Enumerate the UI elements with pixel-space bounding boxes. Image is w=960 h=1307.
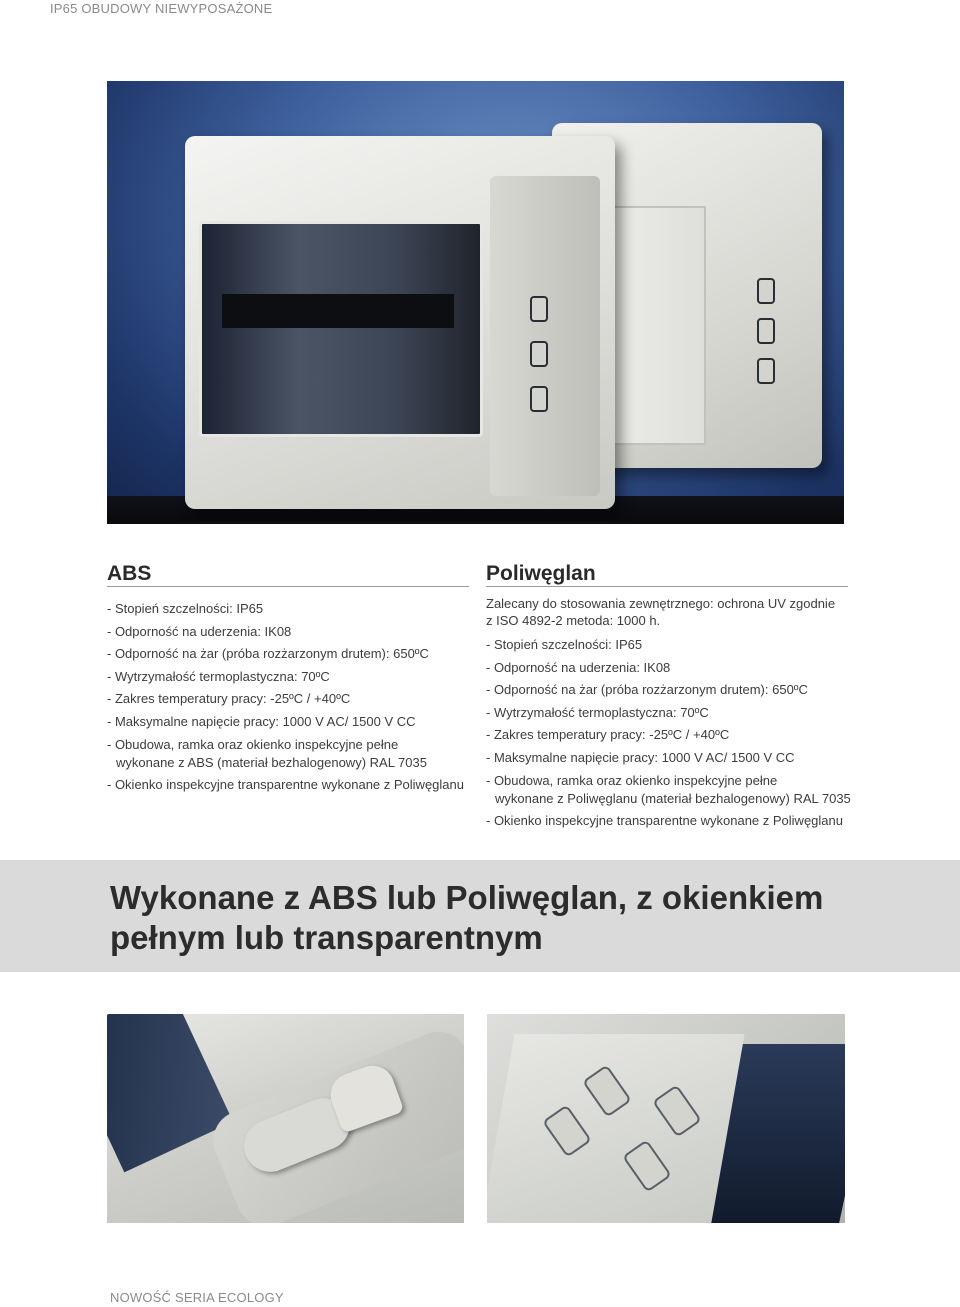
hero-product-photo	[107, 81, 844, 524]
latch-icon	[530, 341, 548, 367]
list-item: - Maksymalne napięcie pracy: 1000 V AC/ 1500 V CC	[107, 713, 416, 729]
list-item-line: wykonane z Poliwęglanu (materiał bezhalogenowy) RAL 7035	[495, 791, 851, 806]
list-item: - Okienko inspekcyjne transparentne wykonane z Poliwęglanu	[107, 777, 464, 792]
list-item-line: - Obudowa, ramka oraz okienko inspekcyjne pełne	[107, 737, 399, 752]
list-item-line: - Obudowa, ramka oraz okienko inspekcyjne pełne	[486, 773, 778, 788]
list-item: - Maksymalne napięcie pracy: 1000 V AC/ 1500 V CC	[486, 749, 795, 765]
poliweglan-intro: Zalecany do stosowania zewnętrznego: ochrona UV zgodnie z ISO 4892-2 metoda: 1000 h.	[486, 596, 836, 628]
list-item: - Stopień szczelności: IP65	[107, 601, 264, 616]
running-header: IP65 OBUDOWY NIEWYPOSAŻONE	[50, 1, 273, 16]
poliweglan-spec-list	[486, 634, 856, 833]
list-item: - Zakres temperatury pracy: -25ºC / +40ºC	[486, 727, 730, 742]
transparent-inspection-window	[199, 221, 483, 437]
latch-icon	[757, 318, 775, 344]
din-rail-slot	[222, 294, 454, 328]
list-item-line: wykonane z ABS (materiał bezhalogenowy) RAL 7035	[116, 755, 427, 770]
detail-photo-latches	[487, 1014, 845, 1223]
list-item: - Okienko inspekcyjne transparentne wykonane z Poliwęglanu	[486, 813, 843, 828]
poliweglan-title: Poliwęglan	[486, 561, 848, 587]
list-item: - Zakres temperatury pracy: -25ºC / +40ºC	[107, 691, 351, 706]
banner-headline-line: pełnym lub transparentnym	[110, 919, 543, 956]
abs-spec-list	[107, 598, 477, 797]
photo-enclosure-panel	[487, 1034, 745, 1223]
latch-icon	[757, 358, 775, 384]
banner-headline-line: Wykonane z ABS lub Poliwęglan, z okienkiem	[110, 879, 824, 916]
latch-icon	[530, 386, 548, 412]
large-enclosure	[185, 136, 615, 509]
running-footer: NOWOŚĆ SERIA ECOLOGY	[110, 1290, 284, 1305]
latch-icon	[530, 296, 548, 322]
abs-title: ABS	[107, 561, 469, 587]
list-item: - Odporność na uderzenia: IK08	[486, 659, 671, 675]
headline-banner	[0, 860, 960, 972]
list-item: - Odporność na żar (próba rozżarzonym drutem): 650ºC	[486, 682, 808, 697]
enclosure-side	[490, 176, 600, 496]
list-item: - Odporność na żar (próba rozżarzonym drutem): 650ºC	[107, 646, 429, 661]
detail-photo-latch	[107, 1014, 464, 1223]
list-item: - Odporność na uderzenia: IK08	[107, 623, 292, 639]
latch-icon	[757, 278, 775, 304]
list-item: - Wytrzymałość termoplastyczna: 70ºC	[107, 668, 330, 684]
list-item: - Wytrzymałość termoplastyczna: 70ºC	[486, 704, 709, 720]
list-item	[486, 769, 856, 810]
banner-headline	[110, 878, 870, 958]
list-item: - Stopień szczelności: IP65	[486, 637, 643, 652]
photo-edge	[107, 521, 844, 524]
list-item	[107, 733, 477, 774]
